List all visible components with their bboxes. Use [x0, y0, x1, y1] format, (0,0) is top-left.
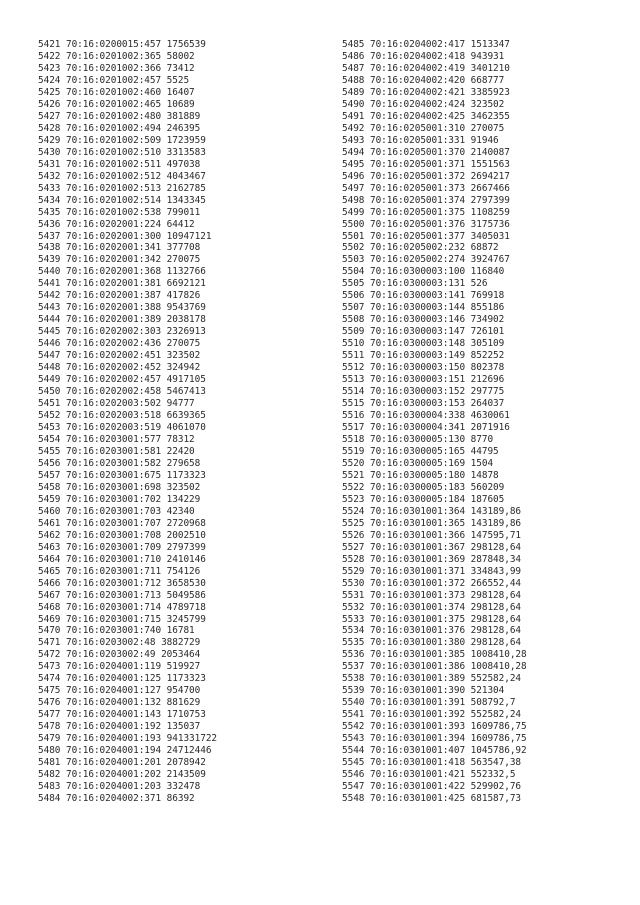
- list-item: 5509 70:16:0300003:147 726101: [342, 326, 505, 338]
- list-item: 5431 70:16:0201002:511 497038: [38, 158, 201, 170]
- list-item: 5508 70:16:0300003:146 734902: [342, 314, 505, 326]
- list-item: 5530 70:16:0301001:372 266552,44: [342, 577, 522, 589]
- list-item: 5494 70:16:0205001:370 2140087: [342, 146, 510, 158]
- list-item: 5505 70:16:0300003:131 526: [342, 278, 488, 290]
- list-item: 5446 70:16:0202002:436 270075: [38, 338, 201, 350]
- list-item: 5464 70:16:0203001:710 2410146: [38, 553, 206, 565]
- list-item: 5500 70:16:0205001:376 3175736: [342, 218, 510, 230]
- list-item: 5456 70:16:0203001:582 279658: [38, 457, 201, 469]
- list-item: 5438 70:16:0202001:341 377708: [38, 242, 201, 254]
- left-column: [38, 39, 217, 805]
- list-item: 5527 70:16:0301001:367 298128,64: [342, 541, 522, 553]
- list-item: 5523 70:16:0300005:184 187605: [342, 493, 505, 505]
- list-item: 5518 70:16:0300005:130 8770: [342, 433, 494, 445]
- list-item: 5455 70:16:0203001:581 22420: [38, 445, 195, 457]
- list-item: 5529 70:16:0301001:371 334843,99: [342, 565, 522, 577]
- list-item: 5466 70:16:0203001:712 3658530: [38, 577, 206, 589]
- list-item: 5536 70:16:0301001:385 1008410,28: [342, 649, 527, 661]
- list-item: 5525 70:16:0301001:365 143189,86: [342, 517, 522, 529]
- list-item: 5450 70:16:0202002:458 5467413: [38, 386, 206, 398]
- list-item: 5449 70:16:0202002:457 4917105: [38, 374, 206, 386]
- list-item: 5544 70:16:0301001:407 1045786,92: [342, 745, 527, 757]
- list-item: 5441 70:16:0202001:381 6692121: [38, 278, 206, 290]
- list-item: 5535 70:16:0301001:380 298128,64: [342, 637, 522, 649]
- list-item: 5421 70:16:0200015:457 1756539: [38, 39, 206, 50]
- list-item: 5526 70:16:0301001:366 147595,71: [342, 529, 522, 541]
- list-item: 5545 70:16:0301001:418 563547,38: [342, 757, 522, 769]
- list-item: 5434 70:16:0201002:514 1343345: [38, 194, 206, 206]
- list-item: 5534 70:16:0301001:376 298128,64: [342, 625, 522, 637]
- list-item: 5467 70:16:0203001:713 5049586: [38, 589, 206, 601]
- list-item: 5433 70:16:0201002:513 2162785: [38, 182, 206, 194]
- list-item: 5459 70:16:0203001:702 134229: [38, 493, 201, 505]
- list-item: 5496 70:16:0205001:372 2694217: [342, 170, 510, 182]
- list-item: 5528 70:16:0301001:369 287848,34: [342, 553, 522, 565]
- list-item: 5426 70:16:0201002:465 10689: [38, 98, 195, 110]
- list-item: 5489 70:16:0204002:421 3385923: [342, 86, 510, 98]
- list-item: 5485 70:16:0204002:417 1513347: [342, 39, 510, 50]
- list-item: 5457 70:16:0203001:675 1173323: [38, 469, 206, 481]
- list-item: 5543 70:16:0301001:394 1609786,75: [342, 733, 527, 745]
- list-item: 5492 70:16:0205001:310 270075: [342, 122, 505, 134]
- list-item: 5542 70:16:0301001:393 1609786,75: [342, 721, 527, 733]
- list-item: 5444 70:16:0202001:389 2038178: [38, 314, 206, 326]
- list-item: 5443 70:16:0202001:388 9543769: [38, 302, 206, 314]
- list-item: 5547 70:16:0301001:422 529902,76: [342, 781, 522, 793]
- list-item: 5481 70:16:0204001:201 2078942: [38, 757, 206, 769]
- list-item: 5501 70:16:0205001:377 3405031: [342, 230, 510, 242]
- list-item: 5511 70:16:0300003:149 852252: [342, 350, 505, 362]
- list-item: 5473 70:16:0204001:119 519927: [38, 661, 201, 673]
- list-item: 5460 70:16:0203001:703 42340: [38, 505, 195, 517]
- list-item: 5445 70:16:0202002:303 2326913: [38, 326, 206, 338]
- list-item: 5452 70:16:0202003:518 6639365: [38, 410, 206, 422]
- list-item: 5462 70:16:0203001:708 2002510: [38, 529, 206, 541]
- list-item: 5516 70:16:0300004:338 4630061: [342, 410, 510, 422]
- list-item: 5514 70:16:0300003:152 297775: [342, 386, 505, 398]
- list-item: 5469 70:16:0203001:715 3245799: [38, 613, 206, 625]
- list-item: 5425 70:16:0201002:460 16407: [38, 86, 195, 98]
- list-item: 5515 70:16:0300003:153 264037: [342, 398, 505, 410]
- list-item: 5483 70:16:0204001:203 332478: [38, 781, 201, 793]
- list-item: 5430 70:16:0201002:510 3313583: [38, 146, 206, 158]
- list-item: 5533 70:16:0301001:375 298128,64: [342, 613, 522, 625]
- list-item: 5503 70:16:0205002:274 3924767: [342, 254, 510, 266]
- list-item: 5548 70:16:0301001:425 681587,73: [342, 793, 522, 805]
- list-item: 5497 70:16:0205001:373 2667466: [342, 182, 510, 194]
- list-item: 5427 70:16:0201002:480 381889: [38, 110, 201, 122]
- list-item: 5474 70:16:0204001:125 1173323: [38, 673, 206, 685]
- list-item: 5546 70:16:0301001:421 552332,5: [342, 769, 516, 781]
- list-item: 5472 70:16:0203002:49 2053464: [38, 649, 201, 661]
- list-item: 5506 70:16:0300003:141 769918: [342, 290, 505, 302]
- list-item: 5486 70:16:0204002:418 943931: [342, 50, 505, 62]
- list-item: 5482 70:16:0204001:202 2143509: [38, 769, 206, 781]
- list-item: 5440 70:16:0202001:368 1132766: [38, 266, 206, 278]
- list-item: 5538 70:16:0301001:389 552582,24: [342, 673, 522, 685]
- list-item: 5507 70:16:0300003:144 855186: [342, 302, 505, 314]
- list-item: 5539 70:16:0301001:390 521304: [342, 685, 505, 697]
- list-item: 5424 70:16:0201002:457 5525: [38, 74, 190, 86]
- list-item: 5422 70:16:0201002:365 58002: [38, 50, 195, 62]
- list-item: 5480 70:16:0204001:194 24712446: [38, 745, 212, 757]
- list-item: 5475 70:16:0204001:127 954700: [38, 685, 201, 697]
- list-item: 5463 70:16:0203001:709 2797399: [38, 541, 206, 553]
- list-item: 5537 70:16:0301001:386 1008410,28: [342, 661, 527, 673]
- list-item: 5504 70:16:0300003:100 116840: [342, 266, 505, 278]
- list-item: 5442 70:16:0202001:387 417826: [38, 290, 201, 302]
- list-item: 5520 70:16:0300005:169 1504: [342, 457, 494, 469]
- list-item: 5428 70:16:0201002:494 246395: [38, 122, 201, 134]
- list-item: 5491 70:16:0204002:425 3462355: [342, 110, 510, 122]
- list-item: 5435 70:16:0201002:538 799011: [38, 206, 201, 218]
- list-item: 5465 70:16:0203001:711 754126: [38, 565, 201, 577]
- list-item: 5476 70:16:0204001:132 881629: [38, 697, 201, 709]
- list-item: 5517 70:16:0300004:341 2071916: [342, 422, 510, 433]
- list-item: 5522 70:16:0300005:183 560209: [342, 481, 505, 493]
- list-item: 5524 70:16:0301001:364 143189,86: [342, 505, 522, 517]
- list-item: 5468 70:16:0203001:714 4789718: [38, 601, 206, 613]
- list-item: 5429 70:16:0201002:509 1723959: [38, 134, 206, 146]
- list-item: 5432 70:16:0201002:512 4043467: [38, 170, 206, 182]
- list-item: 5477 70:16:0204001:143 1710753: [38, 709, 206, 721]
- list-item: 5454 70:16:0203001:577 78312: [38, 433, 195, 445]
- list-item: 5439 70:16:0202001:342 270075: [38, 254, 201, 266]
- list-item: 5423 70:16:0201002:366 73412: [38, 62, 195, 74]
- list-item: 5447 70:16:0202002:451 323502: [38, 350, 201, 362]
- list-item: 5519 70:16:0300005:165 44795: [342, 445, 499, 457]
- list-item: 5478 70:16:0204001:192 135037: [38, 721, 201, 733]
- list-item: 5461 70:16:0203001:707 2720968: [38, 517, 206, 529]
- list-item: 5540 70:16:0301001:391 508792,7: [342, 697, 516, 709]
- list-item: 5521 70:16:0300005:180 14878: [342, 469, 499, 481]
- list-item: 5453 70:16:0202003:519 4061070: [38, 422, 206, 433]
- list-item: 5448 70:16:0202002:452 324942: [38, 362, 201, 374]
- list-item: 5488 70:16:0204002:420 668777: [342, 74, 505, 86]
- list-item: 5498 70:16:0205001:374 2797399: [342, 194, 510, 206]
- list-item: 5436 70:16:0202001:224 64412: [38, 218, 195, 230]
- list-item: 5510 70:16:0300003:148 305109: [342, 338, 505, 350]
- list-item: 5499 70:16:0205001:375 1108259: [342, 206, 510, 218]
- list-item: 5490 70:16:0204002:424 323502: [342, 98, 505, 110]
- list-item: 5493 70:16:0205001:331 91946: [342, 134, 499, 146]
- right-column: [342, 39, 527, 805]
- list-item: 5451 70:16:0202003:502 94777: [38, 398, 195, 410]
- list-item: 5513 70:16:0300003:151 212696: [342, 374, 505, 386]
- list-item: 5479 70:16:0204001:193 941331722: [38, 733, 218, 745]
- list-item: 5458 70:16:0203001:698 323502: [38, 481, 201, 493]
- list-item: 5541 70:16:0301001:392 552582,24: [342, 709, 522, 721]
- list-item: 5531 70:16:0301001:373 298128,64: [342, 589, 522, 601]
- list-item: 5470 70:16:0203001:740 16781: [38, 625, 195, 637]
- list-item: 5495 70:16:0205001:371 1551563: [342, 158, 510, 170]
- list-item: 5471 70:16:0203002:48 3882729: [38, 637, 201, 649]
- list-item: 5484 70:16:0204002:371 86392: [38, 793, 195, 805]
- list-item: 5437 70:16:0202001:300 10947121: [38, 230, 212, 242]
- list-item: 5512 70:16:0300003:150 802378: [342, 362, 505, 374]
- list-item: 5487 70:16:0204002:419 3401210: [342, 62, 510, 74]
- list-item: 5502 70:16:0205002:232 68872: [342, 242, 499, 254]
- list-item: 5532 70:16:0301001:374 298128,64: [342, 601, 522, 613]
